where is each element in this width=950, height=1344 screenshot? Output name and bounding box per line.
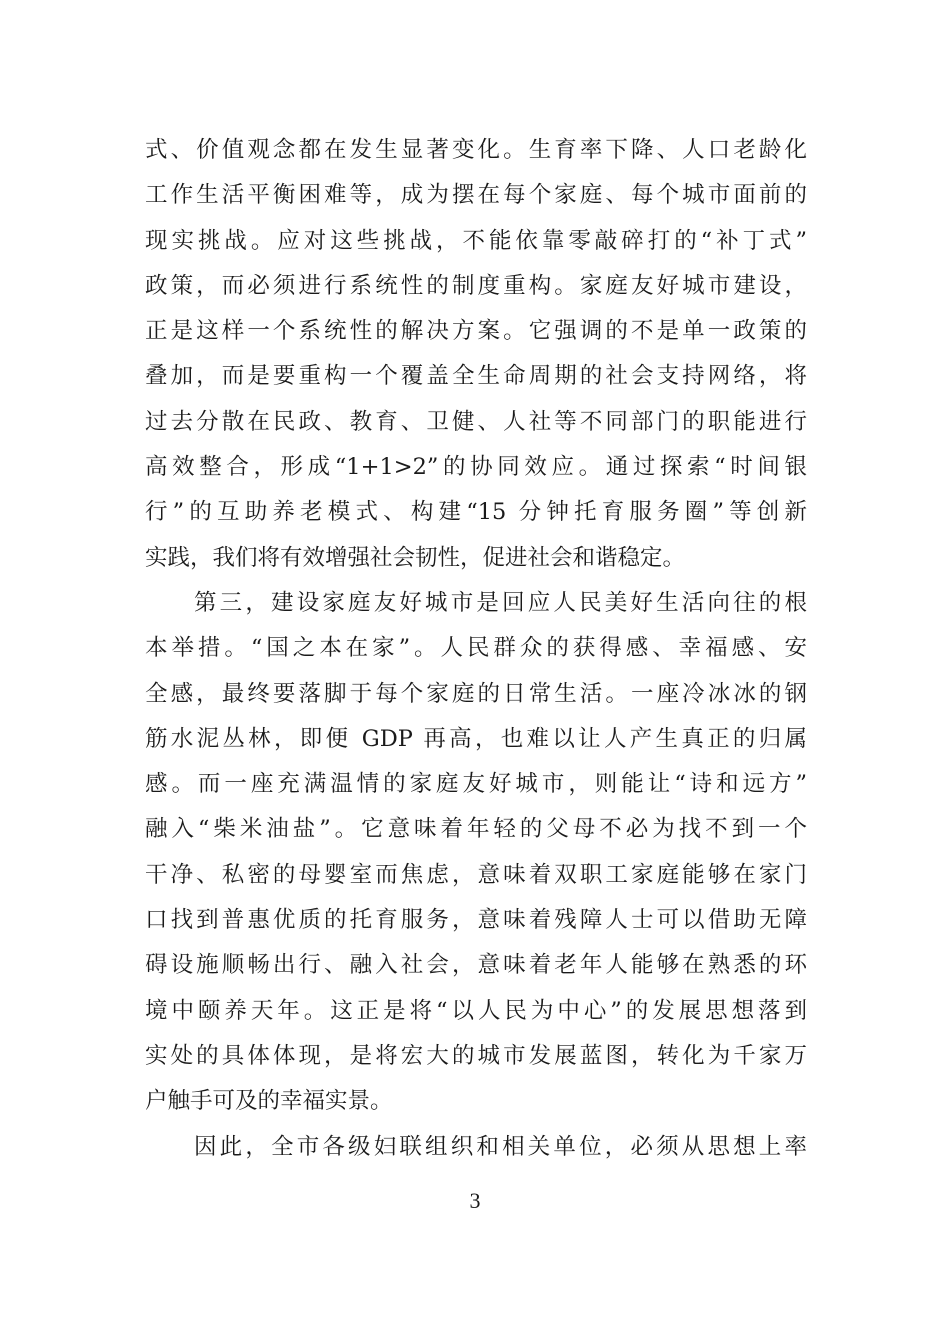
text-line: 实践，我们将有效增强社会韧性，促进社会和谐稳定。	[145, 544, 686, 571]
text-line: 碍设施顺畅出行、融入社会，意味着老年人能够在熟悉的环	[145, 952, 807, 979]
text-line: 本举措。“国之本在家”。人民群众的获得感、幸福感、安	[145, 635, 807, 662]
text-line: 现实挑战。应对这些挑战，不能依靠零敲碎打的“补丁式”	[145, 227, 807, 254]
text-line: 口找到普惠优质的托育服务，意味着残障人士可以借助无障	[145, 907, 807, 934]
text-line: 实处的具体体现，是将宏大的城市发展蓝图，转化为千家万	[145, 1042, 807, 1069]
text-line: 感。而一座充满温情的家庭友好城市，则能让“诗和远方”	[145, 771, 807, 798]
body-text	[145, 128, 807, 1170]
page-number: 3	[469, 1188, 481, 1213]
text-line: 全感，最终要落脚于每个家庭的日常生活。一座冷冰冰的钢	[145, 680, 807, 707]
paragraph-start-line: 因此，全市各级妇联组织和相关单位，必须从思想上率	[194, 1133, 807, 1160]
text-line: 过去分散在民政、教育、卫健、人社等不同部门的职能进行	[145, 408, 807, 435]
text-line: 正是这样一个系统性的解决方案。它强调的不是单一政策的	[145, 318, 807, 345]
text-line: 筋水泥丛林，即便 GDP 再高，也难以让人产生真正的归属	[145, 725, 807, 752]
text-line: 融入“柴米油盐”。它意味着年轻的父母不必为找不到一个	[145, 816, 807, 843]
paragraph-start-line: 第三，建设家庭友好城市是回应人民美好生活向往的根	[194, 589, 807, 616]
text-line: 户触手可及的幸福实景。	[145, 1088, 393, 1115]
text-line: 高效整合，形成“1+1>2”的协同效应。通过探索“时间银	[145, 454, 807, 481]
text-line: 干净、私密的母婴室而焦虑，意味着双职工家庭能够在家门	[145, 861, 807, 888]
text-line: 境中颐养天年。这正是将“以人民为中心”的发展思想落到	[145, 997, 807, 1024]
text-line: 工作生活平衡困难等，成为摆在每个家庭、每个城市面前的	[145, 182, 807, 209]
text-line: 叠加，而是要重构一个覆盖全生命周期的社会支持网络，将	[145, 363, 807, 390]
text-line: 行”的互助养老模式、构建“15 分钟托育服务圈”等创新	[145, 499, 807, 526]
text-line: 式、价值观念都在发生显著变化。生育率下降、人口老龄化	[145, 137, 807, 163]
text-line: 政策，而必须进行系统性的制度重构。家庭友好城市建设，	[145, 272, 807, 299]
